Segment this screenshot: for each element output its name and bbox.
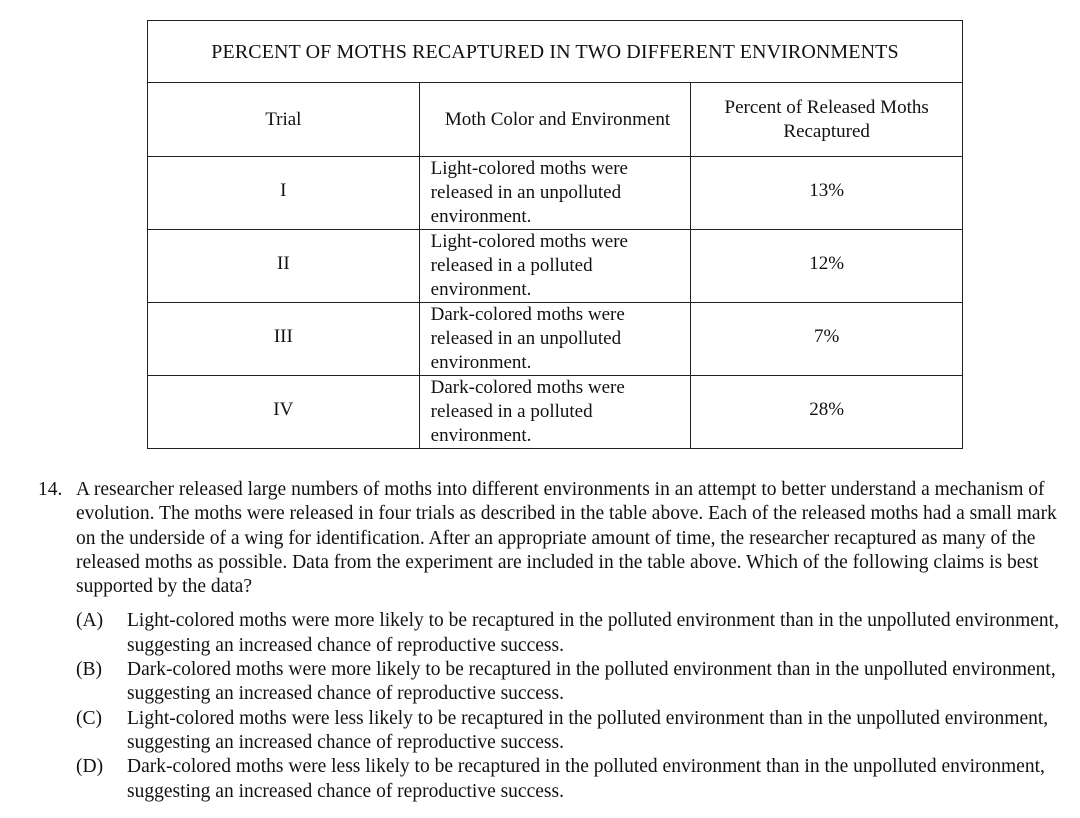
choice-b[interactable]: [38, 658, 1073, 707]
description-cell: Light-colored moths were released in an unpolluted environment.: [419, 157, 691, 230]
question-stem: [38, 478, 1073, 599]
percent-cell: 7%: [691, 303, 963, 376]
description-cell: Dark-colored moths were released in an unpolluted environment.: [419, 303, 691, 376]
choice-letter: (C): [76, 707, 102, 729]
question-text: A researcher released large numbers of moths into different environments in an attempt to better understand a mechanism of evolution. The moths were released in four trials as described in the table above. Each of the released moths had a small mark on the underside of a wing for identification. After an appropriate amount of time, the researcher recaptured as many of the released moths as possible. Data from the experiment are included in the table above. Which of the following claims is best supported by the data?: [76, 479, 1057, 598]
choice-letter: (D): [76, 756, 104, 778]
description-cell: Light-colored moths were released in a polluted environment.: [419, 230, 691, 303]
moth-recapture-table: [147, 20, 963, 449]
table-row: [148, 230, 963, 303]
percent-cell: 12%: [691, 230, 963, 303]
choice-d[interactable]: [38, 755, 1073, 804]
choice-text: Dark-colored moths were more likely to be recaptured in the polluted environment than in the unpolluted environment, suggesting an increased chance of reproductive success.: [127, 659, 1056, 705]
header-percent: [691, 83, 963, 157]
header-percent-text: Percent of Released Moths Recaptured: [724, 96, 929, 142]
choice-text: Dark-colored moths were less likely to be recaptured in the polluted environment than in the unpolluted environment, suggesting an increased chance of reproductive success.: [127, 756, 1045, 802]
table-title: PERCENT OF MOTHS RECAPTURED IN TWO DIFFERENT ENVIRONMENTS: [148, 21, 963, 83]
table-row: [148, 376, 963, 449]
trial-cell: IV: [148, 376, 420, 449]
trial-cell: I: [148, 157, 420, 230]
header-description: Moth Color and Environment: [419, 83, 691, 157]
percent-cell: 28%: [691, 376, 963, 449]
choice-letter: (A): [76, 610, 104, 632]
table-header-row: [148, 83, 963, 157]
choice-a[interactable]: [38, 609, 1073, 658]
trial-cell: II: [148, 230, 420, 303]
answer-choices: [38, 609, 1073, 803]
percent-cell: 13%: [691, 157, 963, 230]
question-number: 14.: [38, 479, 63, 500]
choice-c[interactable]: [38, 707, 1073, 756]
question-block: [38, 478, 1073, 804]
header-trial: Trial: [148, 83, 420, 157]
choice-text: Light-colored moths were less likely to be recaptured in the polluted environment than in the unpolluted environment, suggesting an increased chance of reproductive success.: [127, 707, 1049, 753]
description-cell: Dark-colored moths were released in a polluted environment.: [419, 376, 691, 449]
choice-text: Light-colored moths were more likely to be recaptured in the polluted environment than in the unpolluted environment, suggesting an increased chance of reproductive success.: [127, 610, 1059, 656]
trial-cell: III: [148, 303, 420, 376]
choice-letter: (B): [76, 659, 102, 681]
table-row: [148, 157, 963, 230]
table-row: [148, 303, 963, 376]
